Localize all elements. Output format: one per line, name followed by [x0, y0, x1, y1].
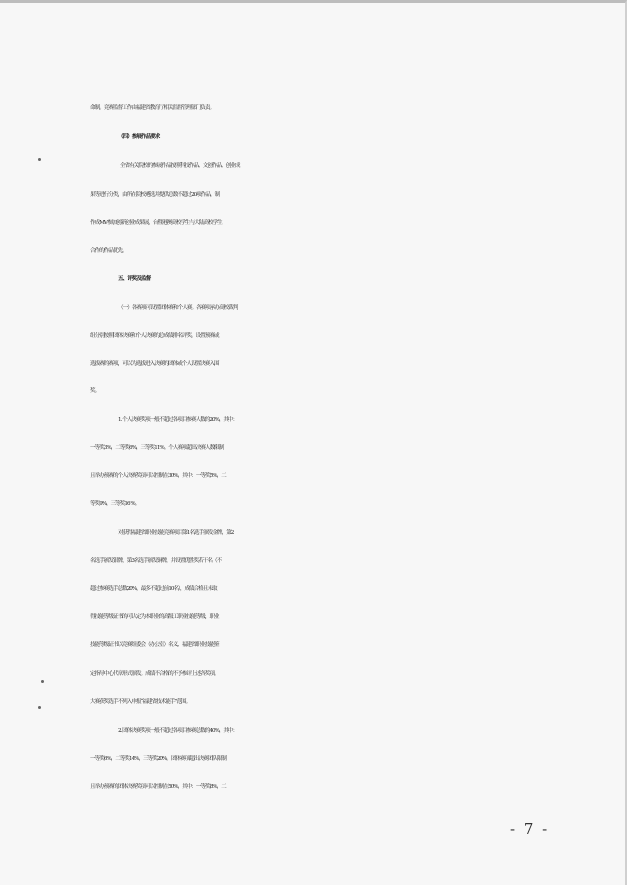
body-line: 超过参赛选手总数20%，最多不超过前10名），成绩合格且未取 — [90, 586, 217, 592]
body-line: 一等奖6%，二等奖14%，三等奖20%。团体赛项超出决赛团队限制 — [90, 756, 226, 762]
body-line: 奖。 — [90, 388, 100, 394]
body-line: 名选手颁发银牌，第3名选手颁发铜牌，并设置优胜奖若干名（不 — [90, 558, 222, 564]
scan-speck — [38, 158, 41, 161]
body-line: 且举办预赛的个人决赛奖项可以控制在30%，其中：一等奖5%，二 — [90, 473, 226, 479]
scan-speck — [41, 680, 44, 683]
body-line: 选拔赛的赛项，可以为选拔进入决赛的团体或个人设置决赛入围 — [90, 361, 219, 367]
body-line: 命制。竞赛监督工作由福建省教育厅相关监督管理部门负责。 — [90, 105, 215, 111]
body-line: 合作的作品优先。 — [90, 248, 127, 254]
body-line: 组分别按照团体决赛和个人决赛的总成绩排名评奖。设置预赛或 — [90, 333, 219, 339]
body-line: 且举办预赛的团体决赛奖项可以控制在50%，其中：一等奖8%，二 — [90, 784, 226, 790]
page-number: - 7 - — [510, 820, 550, 838]
body-line: 作成MV参加创新创业成果展，台暨港澳高校学生与大陆高校学生 — [90, 220, 222, 226]
body-line: （一）各赛项可设置团体赛和个人赛。各赛项承办高校裁判 — [118, 305, 238, 311]
section-heading: （四）参展作品要求 — [118, 134, 160, 140]
body-line: 2. 团体决赛奖项一般不超过各项目参赛总数的40%，其中： — [118, 728, 238, 734]
body-line: 技能等级证书以竞赛组委会（办公室）名义、福建省职业技能鉴 — [90, 642, 219, 648]
body-line: 果等进行分类，由所在院校遴选并提供总数不超过20项作品，制 — [90, 192, 220, 198]
body-line: 一等奖3%，二等奖6%，三等奖11%。个人赛项超出决赛人数限制 — [90, 445, 224, 451]
body-line: 1. 个人决赛奖项一般不超过各项目参赛人数的20%，其中： — [118, 417, 238, 423]
body-line: 得技能等级证书的可认定为本职业的高级工职业技能等级，职业 — [90, 614, 219, 620]
body-line: 全省有关院校的参展作品按照科技作品、文创作品、创业成 — [120, 163, 240, 169]
body-line: 大赛获奖选手不列入申报“福建省技术能手”范围。 — [90, 699, 191, 705]
body-line: 对获得福建省职业技能竞赛项目第1名选手颁发金牌，第2 — [118, 530, 234, 536]
scan-speck — [38, 706, 41, 709]
section-heading: 五、评奖及监督 — [118, 276, 151, 282]
body-line: 定指导中心代章形式颁发。成绩不合格的不予参评上述各奖项。 — [90, 671, 219, 677]
body-line: 等奖9%，三等奖16 %。 — [90, 501, 140, 507]
